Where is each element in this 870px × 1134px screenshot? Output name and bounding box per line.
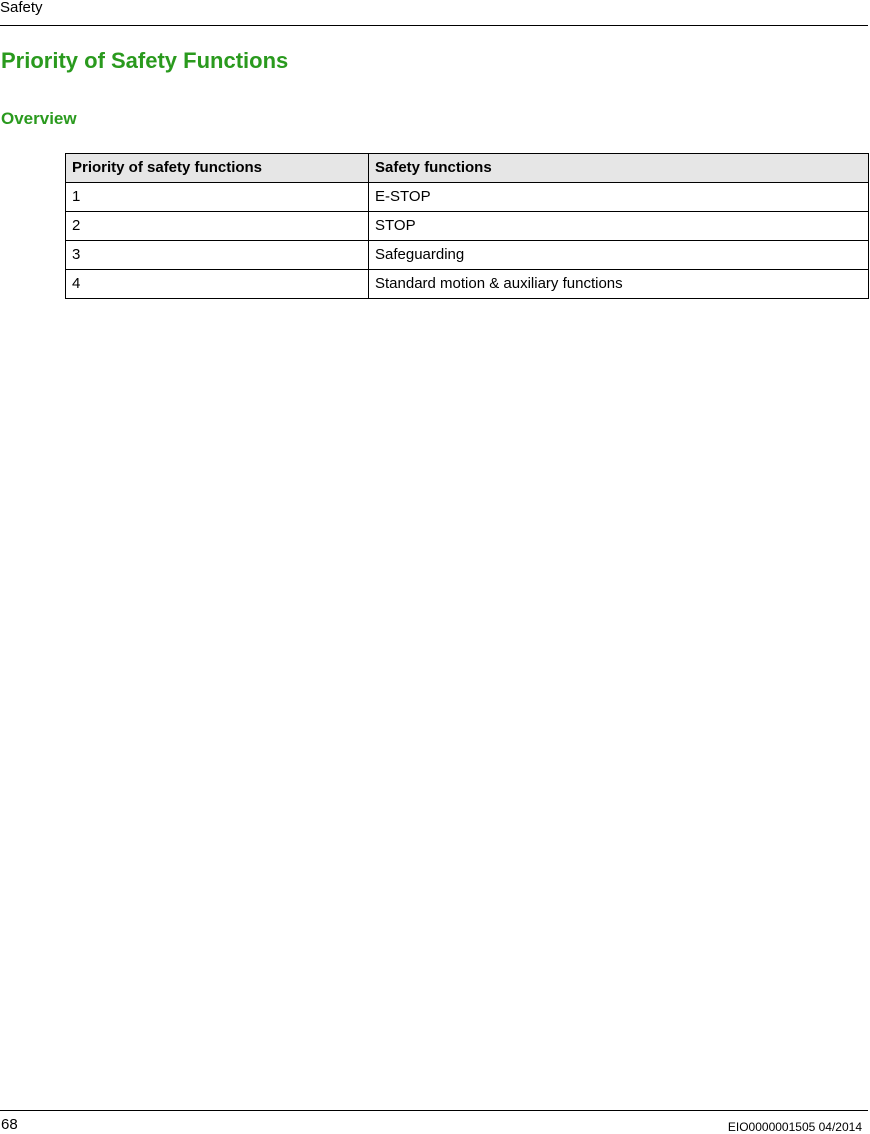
column-header-safety-functions: Safety functions xyxy=(369,154,869,183)
priority-table xyxy=(65,153,869,299)
table-row xyxy=(66,212,869,241)
safety-function-cell: Safeguarding xyxy=(369,241,869,270)
safety-function-cell: E-STOP xyxy=(369,183,869,212)
priority-cell: 1 xyxy=(66,183,369,212)
header-divider xyxy=(0,25,868,26)
document-id: EIO0000001505 04/2014 xyxy=(727,1120,862,1134)
section-title: Overview xyxy=(1,109,77,128)
table-row xyxy=(66,270,869,299)
page-title: Priority of Safety Functions xyxy=(1,48,289,73)
priority-cell: 3 xyxy=(66,241,369,270)
running-header: Safety xyxy=(0,0,43,16)
footer-divider xyxy=(0,1110,868,1111)
column-header-priority: Priority of safety functions xyxy=(66,154,369,183)
page-number: 68 xyxy=(1,1116,18,1133)
safety-function-cell: Standard motion & auxiliary functions xyxy=(369,270,869,299)
table-row xyxy=(66,183,869,212)
priority-cell: 2 xyxy=(66,212,369,241)
table-header-row xyxy=(66,154,869,183)
priority-cell: 4 xyxy=(66,270,369,299)
table-row xyxy=(66,241,869,270)
safety-function-cell: STOP xyxy=(369,212,869,241)
